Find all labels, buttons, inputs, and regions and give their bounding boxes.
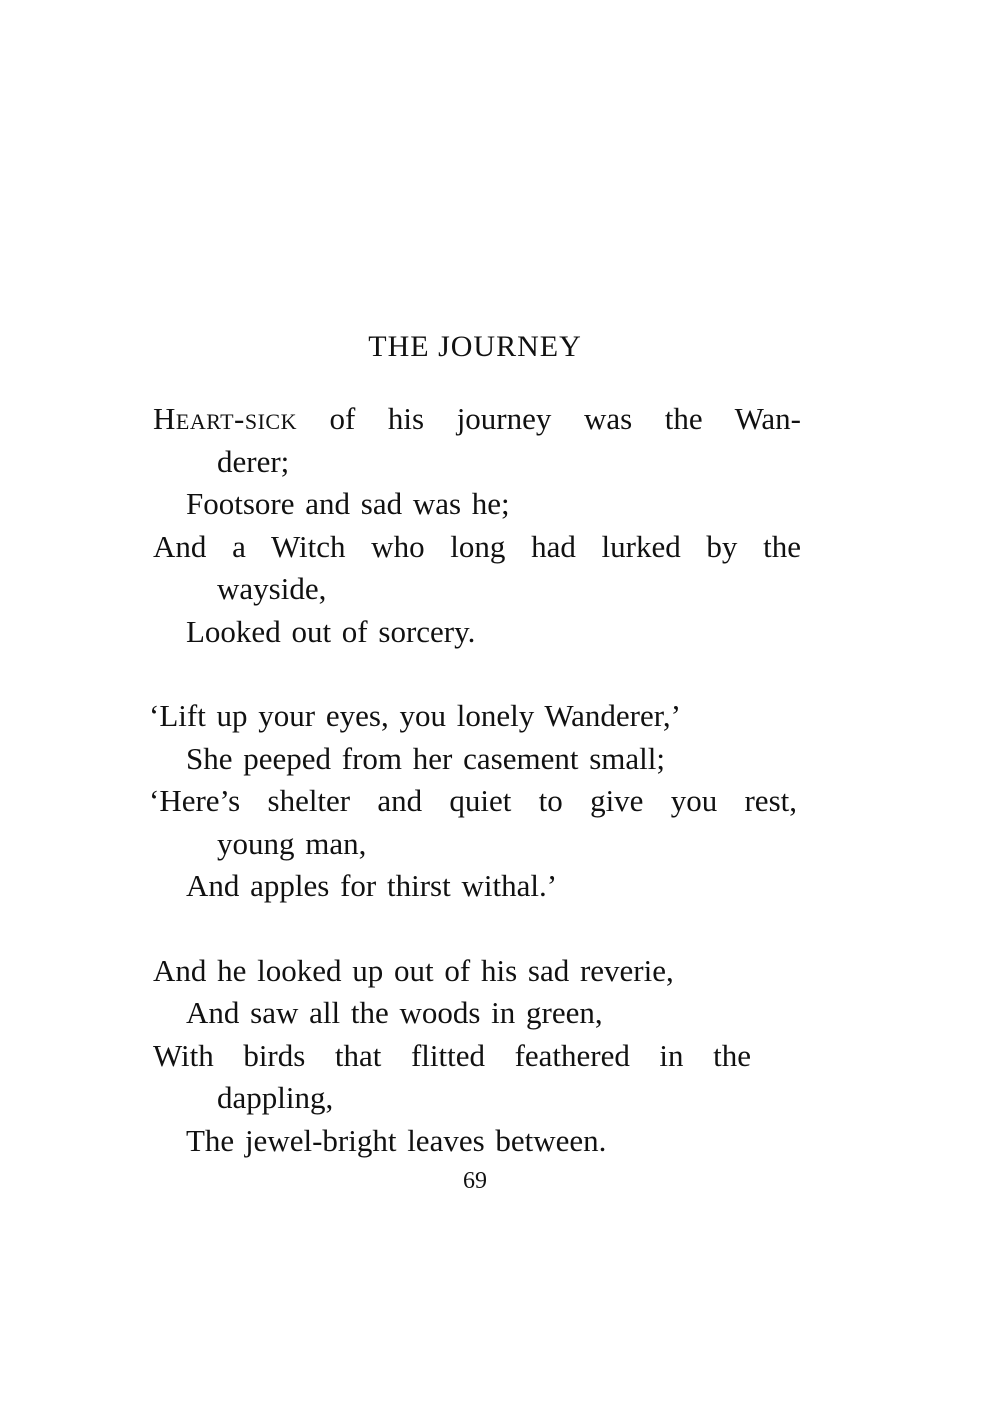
poem-title: THE JOURNEY xyxy=(368,330,582,363)
poem-line: The jewel-bright leaves between. xyxy=(186,1122,607,1158)
stanza-2 xyxy=(149,695,813,908)
poem-line: ‘Lift up your eyes, you lonely Wanderer,’ xyxy=(149,698,681,733)
poem-line: derer; xyxy=(217,443,290,479)
stanza-3 xyxy=(153,950,813,1163)
poem-line: Footsore and sad was he; xyxy=(186,486,510,521)
poem-line: She peeped from her casement small; xyxy=(186,740,665,776)
poem-line: And a Witch who long had lurked by the xyxy=(153,528,801,564)
stanza-gap xyxy=(153,653,813,695)
opening-word-smallcaps: Heart-sick xyxy=(153,401,297,436)
poem-line: And apples for thirst withal.’ xyxy=(186,868,558,903)
poem-body xyxy=(149,398,813,1162)
page-number: 69 xyxy=(463,1168,487,1194)
poem-line: With birds that flitted feathered in the xyxy=(153,1037,751,1073)
poem-line xyxy=(153,398,801,441)
poem-line: And saw all the woods in green, xyxy=(186,995,603,1030)
poem-line: young man, xyxy=(217,825,367,861)
poem-line: dappling, xyxy=(217,1080,334,1115)
poem-line: And he looked up out of his sad reverie, xyxy=(153,952,674,988)
poem-line: wayside, xyxy=(217,571,327,606)
poem-line: Looked out of sorcery. xyxy=(186,613,476,649)
poem-line-text: of his journey was the Wan- xyxy=(329,401,801,436)
poem-line: ‘Here’s shelter and quiet to give you rest, xyxy=(149,783,797,818)
stanza-1 xyxy=(153,398,813,653)
stanza-gap xyxy=(153,908,813,950)
